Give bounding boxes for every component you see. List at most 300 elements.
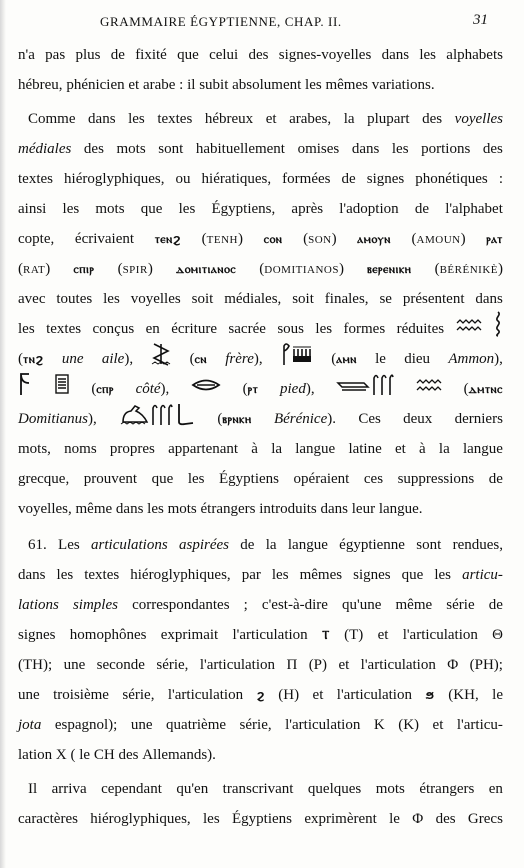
- word: [18, 804, 78, 834]
- italic-text: simples: [72, 597, 118, 613]
- text-run: de: [341, 171, 356, 187]
- text-run: les: [203, 811, 220, 827]
- word: [419, 434, 426, 464]
- word: [88, 104, 116, 134]
- word: [272, 560, 289, 590]
- text-run: dans: [18, 567, 46, 583]
- word: [298, 134, 340, 164]
- text-run: exprimait: [160, 627, 219, 643]
- word: [389, 804, 400, 834]
- coptic-word: ⲥⲡⲓⲣ: [73, 262, 95, 276]
- word: [18, 710, 41, 740]
- word: [433, 710, 444, 740]
- word: [415, 194, 429, 224]
- word: [18, 70, 63, 100]
- text-run: (: [463, 381, 469, 397]
- word: [308, 774, 361, 804]
- word: [171, 314, 217, 344]
- text-run: sont: [158, 141, 184, 157]
- text-run: l'alphabet: [445, 201, 503, 217]
- text-run: série,: [239, 717, 272, 733]
- text-run: textes: [84, 567, 120, 583]
- running-title: GRAMMAIRE ÉGYPTIENNE, CHAP. II.: [100, 14, 342, 29]
- word: [57, 560, 74, 590]
- text-run: (H): [278, 687, 300, 703]
- text-run: l'articulation: [360, 657, 436, 673]
- text-run: leur: [351, 501, 376, 517]
- word: [63, 194, 80, 224]
- text-run: Égyptiens: [219, 471, 280, 487]
- text-run: ): [147, 260, 153, 277]
- word: [376, 774, 405, 804]
- hieroglyph-bird-icon: [119, 402, 149, 437]
- word: [168, 494, 197, 524]
- line-content: [18, 804, 503, 834]
- text-run: 61.: [28, 537, 47, 553]
- text-run: écrivaient: [74, 231, 135, 247]
- text-line: [18, 134, 503, 164]
- text-run: de: [110, 47, 125, 63]
- text-run: CH: [93, 747, 115, 763]
- word: [304, 804, 376, 834]
- text-run: avec: [18, 291, 46, 307]
- word: [249, 40, 269, 70]
- word: [339, 194, 398, 224]
- word: [155, 224, 181, 254]
- word: [18, 740, 52, 770]
- text-run: l'adoption: [339, 201, 399, 217]
- word: [457, 710, 503, 740]
- word: [18, 434, 51, 464]
- word: [176, 164, 191, 194]
- word: [166, 710, 226, 740]
- word: [398, 710, 419, 740]
- text-run: l'articulation: [402, 627, 478, 643]
- word: [18, 494, 72, 524]
- text-run: sous: [277, 321, 304, 337]
- line-content: [18, 774, 503, 804]
- text-run: propres: [109, 441, 155, 457]
- word: [364, 464, 383, 494]
- word: [493, 311, 503, 348]
- text-run: phénicien: [66, 77, 125, 93]
- text-run: l'articulation: [232, 627, 308, 643]
- word: [379, 494, 423, 524]
- hieroglyph-reeds-icon: [149, 402, 173, 437]
- text-run: alphabets: [446, 47, 503, 63]
- line-content: [18, 164, 503, 194]
- text-run: de: [488, 471, 503, 487]
- coptic-word: ⲥⲡⲣ: [96, 382, 114, 396]
- word: [291, 194, 323, 224]
- word: [91, 530, 168, 560]
- word: [18, 40, 35, 70]
- text-run: mêmes: [299, 567, 343, 583]
- text-run: ces: [363, 471, 384, 487]
- text-run: (: [189, 351, 195, 367]
- text-run: (: [411, 230, 417, 247]
- text-run: textes: [46, 321, 82, 337]
- word: [73, 590, 118, 620]
- text-run: des: [435, 811, 456, 827]
- text-run: hiéroglyphiques,: [64, 171, 165, 187]
- text-run: soit: [191, 291, 214, 307]
- text-run: formées: [282, 171, 331, 187]
- word: [300, 560, 343, 590]
- text-line: [18, 284, 503, 314]
- word: [135, 40, 167, 70]
- word: [448, 344, 503, 374]
- word: [168, 434, 238, 464]
- text-run: ): [238, 230, 243, 247]
- line-content: [18, 70, 503, 100]
- word: [342, 164, 356, 194]
- word: [128, 104, 145, 134]
- hieroglyph-arm-icon: [336, 374, 370, 404]
- word: [398, 464, 475, 494]
- text-run: habituellement: [195, 141, 285, 157]
- text-run: (: [259, 260, 265, 277]
- word: [322, 620, 330, 650]
- text-run: de: [488, 597, 503, 613]
- italic-text: frère: [225, 351, 254, 367]
- word: [176, 254, 236, 284]
- text-run: et: [432, 717, 444, 733]
- word: [156, 650, 188, 680]
- text-run: le: [375, 351, 386, 367]
- word: [470, 650, 503, 680]
- text-line: [18, 164, 503, 194]
- word: [282, 164, 330, 194]
- text-run: réduites: [396, 321, 445, 337]
- text-run: Comme: [28, 111, 76, 127]
- text-run: (: [201, 230, 207, 247]
- word: [75, 40, 100, 70]
- transliteration: TENH: [206, 233, 238, 246]
- text-line: [18, 344, 503, 374]
- word: [118, 740, 138, 770]
- word: [52, 774, 87, 804]
- text-line: [18, 710, 503, 740]
- text-run: que: [177, 47, 199, 63]
- word: [448, 680, 478, 710]
- text-run: :: [498, 171, 503, 187]
- text-run: des: [248, 47, 269, 63]
- word: [339, 530, 405, 560]
- word: [403, 404, 432, 434]
- word: [211, 194, 275, 224]
- coptic-word: ⲁⲙⲛ: [336, 352, 357, 366]
- word: [161, 620, 218, 650]
- text-run: et: [128, 77, 140, 93]
- text-run: troisième: [53, 687, 109, 703]
- word: [151, 342, 171, 377]
- word: [321, 494, 349, 524]
- text-line: [18, 774, 503, 804]
- word: [404, 344, 430, 374]
- text-run: en: [145, 321, 160, 337]
- word: [18, 650, 52, 680]
- word: [352, 134, 380, 164]
- text-run: (TH);: [18, 657, 53, 673]
- text-line: [18, 404, 503, 434]
- text-line: [18, 104, 503, 134]
- word: [445, 194, 503, 224]
- text-run: par: [241, 567, 261, 583]
- text-run: (P): [308, 657, 328, 673]
- word: [142, 740, 216, 770]
- word: [18, 194, 46, 224]
- text-run: Allemands).: [142, 747, 216, 763]
- word: [18, 464, 69, 494]
- word: [416, 374, 442, 405]
- word: [18, 560, 46, 590]
- text-run: K: [373, 717, 385, 733]
- coptic-word: ϧ: [425, 688, 435, 702]
- word: [435, 254, 503, 285]
- text-run: Ces: [358, 411, 381, 427]
- coptic-word: ⲇⲟⲙⲓⲧⲓⲁⲛⲟⲥ: [176, 262, 237, 276]
- line-content: [18, 530, 503, 560]
- text-line: [18, 494, 503, 524]
- hieroglyph-seat-icon: [18, 371, 32, 408]
- line-content: [18, 650, 503, 680]
- word: [278, 680, 299, 710]
- text-run: ).: [327, 411, 336, 427]
- text-run: ),: [88, 411, 97, 427]
- text-run: de: [414, 201, 429, 217]
- word: [116, 494, 144, 524]
- coptic-word: ⲁⲙⲟⲩⲛ: [357, 232, 391, 246]
- word: [378, 620, 389, 650]
- text-run: les: [271, 567, 289, 583]
- text-run: transcrivant: [222, 781, 294, 797]
- text-run: deux: [403, 411, 433, 427]
- text-run: arabes,: [289, 111, 332, 127]
- word: [188, 464, 205, 494]
- word: [274, 404, 336, 434]
- word: [147, 494, 164, 524]
- text-run: série,: [122, 687, 155, 703]
- word: [244, 590, 248, 620]
- text-run: les: [178, 201, 196, 217]
- word: [54, 372, 70, 407]
- line-content: [18, 590, 503, 620]
- coptic-word: ⲧⲛϩ: [23, 352, 44, 366]
- text-run: prouvent: [83, 471, 138, 487]
- word: [344, 104, 355, 134]
- word: [455, 404, 503, 434]
- word: [416, 530, 441, 560]
- word: [344, 314, 386, 344]
- word: [331, 344, 357, 374]
- text-run: des: [482, 141, 503, 157]
- text-run: les: [434, 567, 452, 583]
- text-run: le: [492, 687, 503, 703]
- word: [191, 374, 221, 405]
- word: [264, 224, 283, 254]
- text-run: après: [291, 201, 324, 217]
- word: [187, 70, 195, 100]
- word: [489, 774, 503, 804]
- word: [131, 710, 153, 740]
- word: [447, 650, 458, 680]
- text-run: dans: [320, 501, 348, 517]
- word: [202, 224, 243, 255]
- text-run: que: [401, 567, 424, 583]
- coptic-word: ⲃⲣⲛⲕⲏ: [222, 412, 252, 426]
- word: [28, 530, 47, 560]
- text-run: textes: [18, 171, 53, 187]
- word: [190, 344, 207, 374]
- transliteration: SON: [308, 233, 332, 246]
- word: [489, 464, 503, 494]
- word: [259, 494, 317, 524]
- word: [492, 620, 503, 650]
- word: [199, 70, 228, 100]
- word: [243, 374, 259, 404]
- text-run: langue.: [378, 501, 423, 517]
- word: [358, 404, 381, 434]
- word: [70, 620, 147, 650]
- page-header: [0, 10, 524, 34]
- text-line: [18, 650, 503, 680]
- coptic-word: ⲃⲉⲣⲉⲛⲓⲕⲏ: [367, 262, 412, 276]
- word: [315, 314, 332, 344]
- line-content: [18, 344, 503, 374]
- line-content: [18, 434, 503, 464]
- word: [56, 284, 92, 314]
- word: [242, 560, 261, 590]
- text-run: ;: [243, 597, 248, 613]
- coptic-word: ⲇⲙⲧⲛⲥ: [468, 382, 503, 396]
- transliteration: DOMITIANOS: [264, 263, 339, 276]
- text-run: fixité: [135, 47, 167, 63]
- text-line: [18, 740, 503, 770]
- text-line: [18, 70, 503, 100]
- text-run: (: [70, 747, 76, 763]
- word: [266, 104, 277, 134]
- text-run: mêmes: [325, 77, 368, 93]
- text-run: soit: [292, 291, 314, 307]
- text-run: série: [446, 597, 475, 613]
- word: [403, 284, 465, 314]
- text-run: sont: [416, 537, 442, 553]
- word: [348, 434, 381, 464]
- word: [271, 434, 282, 464]
- word: [456, 314, 482, 345]
- word: [225, 344, 262, 374]
- text-run: mots: [95, 201, 125, 217]
- text-run: le: [389, 811, 400, 827]
- line-content: [18, 464, 503, 494]
- text-run: qu'en: [176, 781, 209, 797]
- italic-text: articulations: [91, 537, 168, 553]
- word: [219, 464, 279, 494]
- scan-shadow: [0, 0, 6, 868]
- text-run: Θ: [492, 627, 503, 643]
- italic-text: une: [61, 351, 84, 367]
- text-run: appartenant: [168, 441, 239, 457]
- word: [202, 164, 272, 194]
- text-line: [18, 530, 503, 560]
- text-run: même: [75, 501, 113, 517]
- line-content: [18, 40, 503, 70]
- word: [18, 224, 54, 254]
- italic-text: côté: [135, 381, 161, 397]
- text-run: les: [147, 501, 164, 517]
- word: [192, 284, 214, 314]
- word: [251, 434, 258, 464]
- text-run: la: [265, 537, 277, 553]
- text-run: langue: [462, 441, 503, 457]
- hieroglyph-reed-icon: [281, 342, 291, 377]
- text-run: homophônes: [69, 627, 147, 643]
- text-run: (: [242, 381, 248, 397]
- text-run: (: [91, 381, 97, 397]
- text-run: signes: [18, 627, 56, 643]
- word: [91, 374, 114, 404]
- word: [397, 314, 444, 344]
- text-run: égyptienne: [339, 537, 405, 553]
- text-run: textes: [157, 111, 193, 127]
- text-run: grecque,: [18, 471, 70, 487]
- text-run: Les: [58, 537, 80, 553]
- italic-text: Bérénice: [273, 411, 328, 427]
- italic-text: jota: [18, 717, 42, 733]
- line-content: [18, 680, 503, 710]
- text-run: Grecs: [467, 811, 503, 827]
- text-run: dans: [381, 47, 410, 63]
- text-line: [18, 374, 503, 404]
- word: [446, 40, 503, 70]
- word: [288, 530, 328, 560]
- text-run: les: [56, 567, 74, 583]
- line-content: [18, 620, 503, 650]
- word: [64, 164, 164, 194]
- coptic-word: Ⲧ: [321, 628, 330, 642]
- text-run: plupart: [367, 111, 410, 127]
- text-run: :: [179, 77, 184, 93]
- text-run: hiéroglyphiques,: [90, 811, 191, 827]
- word: [143, 70, 175, 100]
- word: [412, 224, 466, 255]
- word: [28, 774, 37, 804]
- line-content: [18, 494, 503, 524]
- text-run: présentent: [402, 291, 465, 307]
- text-line: [18, 680, 503, 710]
- text-run: les: [62, 201, 80, 217]
- text-run: (KH,: [448, 687, 479, 703]
- text-run: les: [128, 111, 145, 127]
- hieroglyph-pool-icon: [54, 372, 70, 407]
- word: [233, 620, 308, 650]
- text-line: [18, 620, 503, 650]
- text-run: exprimèrent: [304, 811, 377, 827]
- word: [468, 804, 503, 834]
- word: [18, 314, 35, 344]
- transliteration: BÉRÉNIKÈ: [439, 263, 498, 276]
- word: [325, 70, 368, 100]
- text-run: signes: [366, 171, 405, 187]
- word: [103, 284, 120, 314]
- word: [422, 104, 442, 134]
- hieroglyph-leg-icon: [173, 402, 195, 437]
- word: [56, 740, 67, 770]
- text-line: [18, 314, 503, 344]
- text-run: Il: [28, 781, 38, 797]
- word: [412, 804, 423, 834]
